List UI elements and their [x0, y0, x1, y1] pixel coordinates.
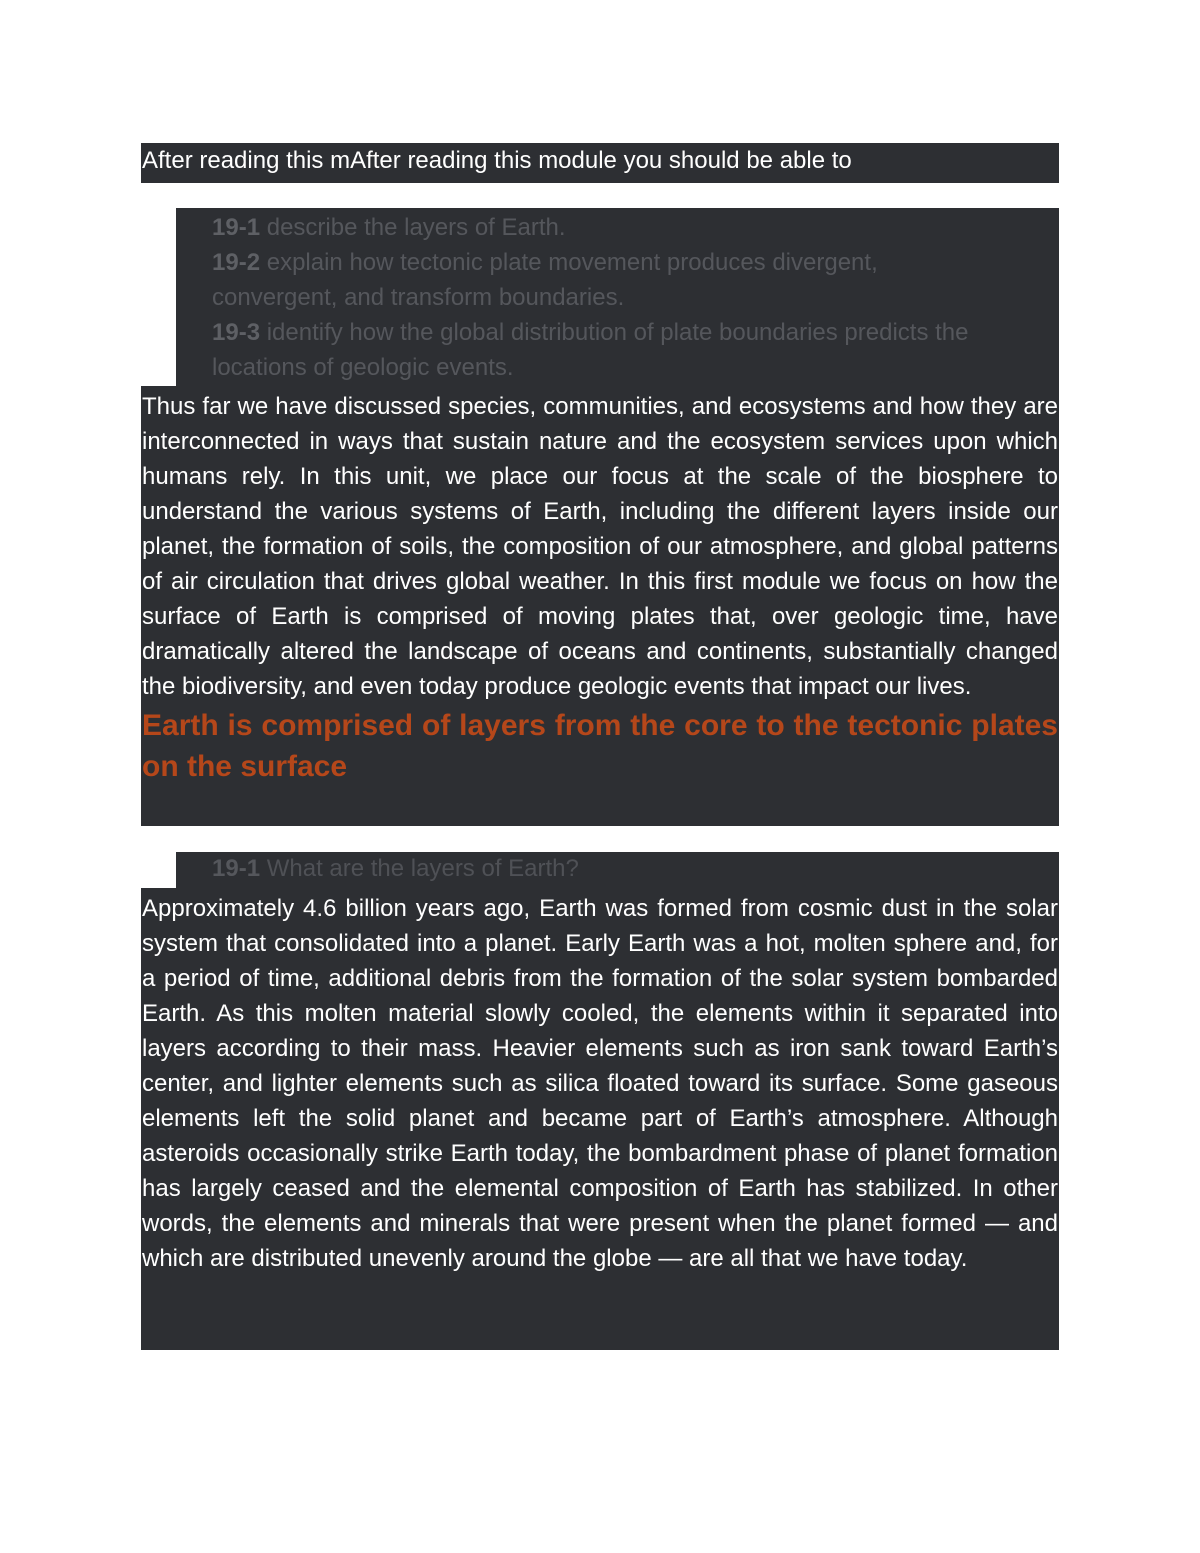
- objective-number: 19-2: [212, 249, 261, 276]
- objective-number: 19-1: [212, 214, 261, 241]
- objective-line: [212, 210, 1059, 245]
- intro-bar: [141, 143, 1059, 183]
- objective-line: [212, 315, 1059, 350]
- subsection-number: 19-1: [212, 855, 261, 882]
- objective-text: identify how the global distribution of plate boundaries predicts the: [260, 319, 969, 346]
- objective-text: convergent, and transform boundaries.: [212, 284, 625, 311]
- body-paragraph: Approximately 4.6 billion years ago, Earth was formed from cosmic dust in the solar system that consolidated into a planet. Early Earth was a hot, molten sphere and, for a period of time, additional debris from the formation of the solar system bombarded Earth. As this molten material slowly cooled, the elements within it separated into layers according to their mass. Heavier elements such as iron sank toward Earth’s center, and lighter elements such as silica floated toward its surface. Some gaseous elements left the solid planet and became part of Earth’s atmosphere. Although asteroids occasionally strike Earth today, the bombardment phase of planet formation has largely ceased and the elemental composition of Earth has stabilized. In other words, the elements and minerals that were present when the planet formed — and which are distributed unevenly around the globe — are all that we have today.: [142, 895, 1058, 1272]
- objective-text: explain how tectonic plate movement produces divergent,: [260, 249, 878, 276]
- objective-line: [212, 280, 1059, 315]
- subsection-heading: [176, 852, 1059, 888]
- intro-paragraph: Thus far we have discussed species, communities, and ecosystems and how they are interconnected in ways that sustain nature and the ecosystem services upon which humans rely. In this unit, we place our focus at the scale of the biosphere to understand the various systems of Earth, including the different layers inside our planet, the formation of soils, the composition of our atmosphere, and global patterns of air circulation that drives global weather. In this first module we focus on how the surface of Earth is comprised of moving plates that, over geologic time, have dramatically altered the landscape of oceans and continents, substantially changed the biodiversity, and even today produce geologic events that impact our lives.: [142, 393, 1058, 700]
- objective-line: [212, 245, 1059, 280]
- objective-text: locations of geologic events.: [212, 354, 514, 381]
- body-section: [141, 888, 1059, 1350]
- objective-text: describe the layers of Earth.: [260, 214, 566, 241]
- intro-text: After reading this mAfter reading this module you should be able to: [142, 147, 852, 174]
- objective-number: 19-3: [212, 319, 261, 346]
- learning-objectives: [176, 208, 1059, 386]
- section-heading: Earth is comprised of layers from the core to the tectonic plates on the surface: [142, 709, 1058, 783]
- subsection-title: What are the layers of Earth?: [260, 855, 579, 882]
- objective-line: [212, 350, 1059, 385]
- intro-section: [141, 386, 1059, 826]
